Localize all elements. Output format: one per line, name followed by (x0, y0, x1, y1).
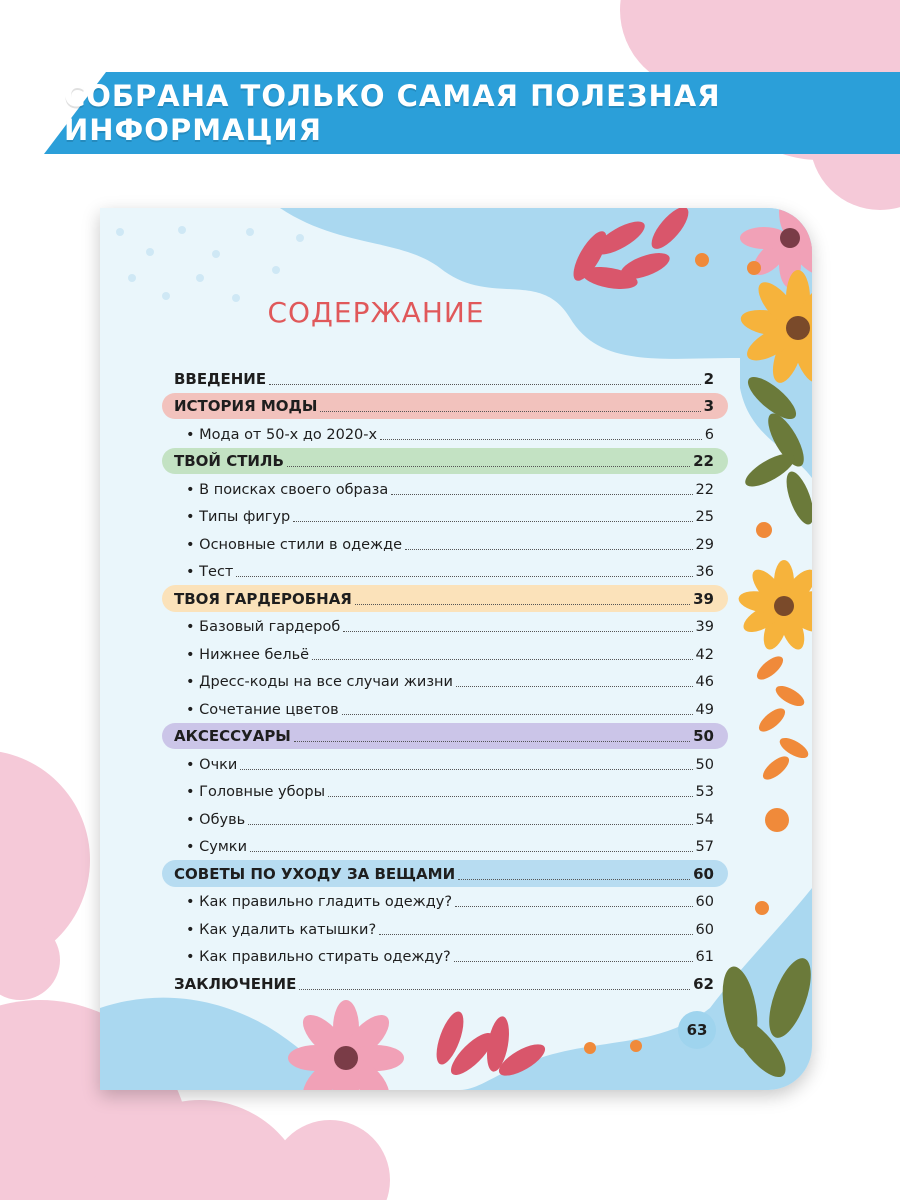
toc-entry-label: ТВОЯ ГАРДЕРОБНАЯ (174, 589, 352, 608)
toc-entry-label: • Как правильно гладить одежду? (186, 894, 453, 910)
dot-leader (454, 960, 693, 962)
toc-subsection-row (174, 941, 714, 969)
toc-entry-label: ИСТОРИЯ МОДЫ (174, 397, 318, 415)
toc-entry-page: 46 (695, 674, 714, 690)
toc-entry-page: 39 (695, 619, 714, 635)
dot-leader (320, 410, 700, 412)
toc-section-row (174, 721, 714, 749)
toc-entry-page: 61 (695, 949, 714, 965)
page-number: 63 (678, 1011, 716, 1049)
toc-entry-label: • Как удалить катышки? (186, 921, 377, 938)
toc-entry-label: • Сочетание цветов (186, 701, 339, 718)
toc-entry-page: 42 (695, 646, 714, 663)
toc-entry-label: • Дресс-коды на все случаи жизни (186, 674, 453, 690)
dot-leader (458, 878, 690, 880)
dot-leader (248, 823, 692, 825)
toc-entry-page: 22 (695, 481, 714, 498)
book-page (100, 208, 812, 1090)
dot-leader (355, 603, 690, 605)
dot-leader (312, 658, 692, 660)
dot-leader (380, 438, 702, 440)
toc-entry-page: 60 (693, 864, 714, 883)
dot-leader (269, 383, 700, 385)
toc-entry-page: 39 (693, 589, 714, 608)
dot-leader (456, 685, 693, 687)
toc-entry-label: • Очки (186, 756, 238, 773)
dot-leader (343, 630, 692, 632)
toc-entry-page: 3 (703, 397, 714, 415)
toc-subsection-row (174, 666, 714, 694)
table-of-contents (174, 363, 714, 996)
toc-entry-page: 50 (695, 756, 714, 773)
toc-entry-page: 53 (695, 784, 714, 800)
toc-entry-page: 57 (695, 839, 714, 855)
banner-text: СОБРАНА ТОЛЬКО САМАЯ ПОЛЕЗНАЯ ИНФОРМАЦИЯ (64, 79, 721, 147)
dot-leader (240, 768, 692, 770)
toc-entry-label: ТВОЙ СТИЛЬ (174, 452, 284, 470)
toc-entry-label: • Головные уборы (186, 784, 326, 800)
toc-entry-page: 49 (695, 701, 714, 718)
toc-subsection-row (174, 638, 714, 666)
toc-subsection-row (174, 886, 714, 914)
toc-entry-label: СОВЕТЫ ПО УХОДУ ЗА ВЕЩАМИ (174, 864, 456, 883)
dot-leader (299, 988, 690, 990)
toc-entry-page: 60 (695, 921, 714, 938)
toc-entry-label: • Как правильно стирать одежду? (186, 949, 451, 965)
toc-entry-label: • Обувь (186, 811, 246, 828)
toc-entry-page: 2 (703, 369, 714, 388)
toc-subsection-row (174, 501, 714, 529)
toc-entry-label: • Тест (186, 564, 234, 580)
toc-section-row (174, 968, 714, 996)
dot-leader (287, 465, 690, 467)
toc-subsection-row (174, 748, 714, 776)
toc-entry-page: 62 (693, 974, 714, 993)
toc-subsection-row (174, 418, 714, 446)
toc-entry-label: • Основные стили в одежде (186, 536, 403, 553)
toc-entry-page: 29 (695, 536, 714, 553)
toc-entry-page: 6 (704, 426, 714, 443)
toc-entry-page: 36 (695, 564, 714, 580)
dot-leader (293, 520, 692, 522)
toc-entry-page: 60 (695, 894, 714, 910)
toc-entry-label: • Базовый гардероб (186, 619, 341, 635)
toc-section-row (174, 858, 714, 886)
toc-entry-label: ВВЕДЕНИЕ (174, 369, 267, 388)
toc-entry-page: 22 (693, 452, 714, 470)
toc-entry-label: ЗАКЛЮЧЕНИЕ (174, 974, 297, 993)
dot-leader (391, 493, 692, 495)
dot-leader (328, 795, 692, 797)
toc-title: СОДЕРЖАНИЕ (267, 296, 485, 329)
toc-entry-label: • Типы фигур (186, 509, 291, 525)
dot-leader (342, 713, 693, 715)
toc-subsection-row (174, 611, 714, 639)
toc-section-row (174, 583, 714, 611)
dot-leader (236, 575, 692, 577)
dot-leader (250, 850, 693, 852)
toc-entry-label: • В поисках своего образа (186, 481, 389, 498)
toc-section-row (174, 391, 714, 419)
toc-entry-label: • Нижнее бельё (186, 646, 310, 663)
toc-entry-page: 25 (695, 509, 714, 525)
toc-entry-page: 50 (693, 727, 714, 745)
toc-entry-label: • Мода от 50-х до 2020-х (186, 426, 378, 443)
toc-subsection-row (174, 528, 714, 556)
dot-leader (379, 933, 692, 935)
toc-entry-label: • Сумки (186, 839, 247, 855)
toc-subsection-row (174, 473, 714, 501)
dot-leader (405, 548, 693, 550)
toc-subsection-row (174, 776, 714, 804)
toc-entry-label: АКСЕССУАРЫ (174, 727, 291, 745)
dot-leader (294, 740, 690, 742)
toc-section-row (174, 363, 714, 391)
toc-entry-page: 54 (695, 811, 714, 828)
toc-subsection-row (174, 913, 714, 941)
toc-subsection-row (174, 693, 714, 721)
dot-leader (455, 905, 693, 907)
toc-subsection-row (174, 803, 714, 831)
toc-subsection-row (174, 556, 714, 584)
toc-subsection-row (174, 831, 714, 859)
toc-section-row (174, 446, 714, 474)
